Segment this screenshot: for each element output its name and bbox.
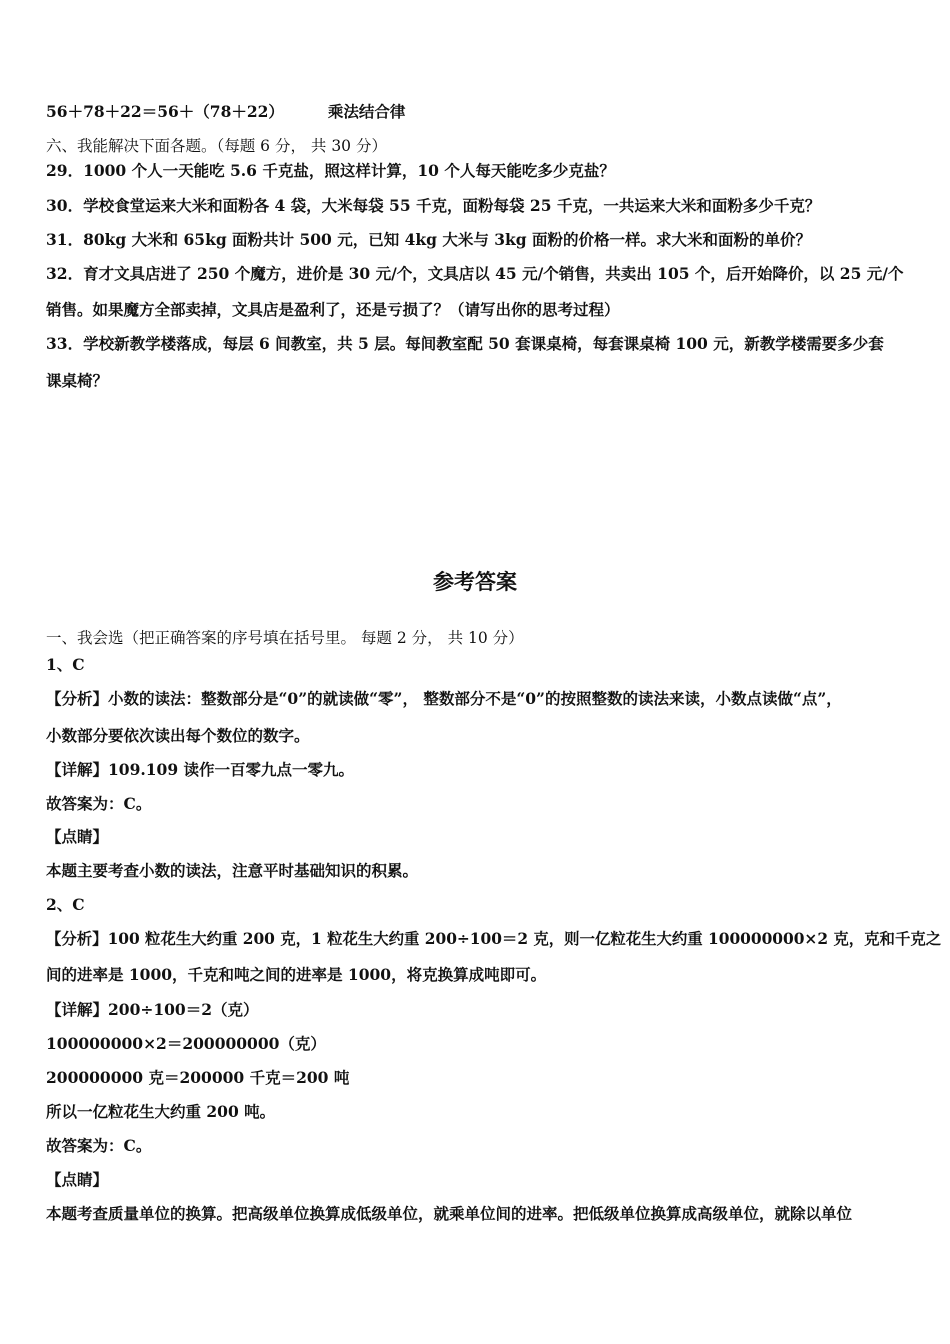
answer-2-conclusion: 所以一亿粒花生大约重 200 吨。 <box>46 1102 276 1121</box>
question-30: 30．学校食堂运来大米和面粉各 4 袋，大米每袋 55 千克，面粉每袋 25 千克，一共运来大米和面粉多少千克？ <box>46 196 821 215</box>
answer-2-tip-label: 【点睛】 <box>46 1170 109 1189</box>
question-33-line-1: 33．学校新教学楼落成，每层 6 间教室，共 5 层。每间教室配 50 套课桌椅，每套课桌椅 100 元，新教学楼需要多少套 <box>46 334 884 353</box>
answer-1: 1、C <box>46 655 85 674</box>
answer-2: 2、C <box>46 895 85 914</box>
answer-2-calc-1: 100000000×2＝200000000（克） <box>46 1034 326 1053</box>
answer-2-analysis-line-2: 间的进率是 1000，千克和吨之间的进率是 1000，将克换算成吨即可。 <box>46 965 547 984</box>
answers-title: 参考答案 <box>433 570 517 594</box>
question-29: 29．1000 个人一天能吃 5.6 千克盐，照这样计算，10 个人每天能吃多少克盐？ <box>46 161 615 180</box>
answer-1-tip-label: 【点睛】 <box>46 827 109 846</box>
law-label: 乘法结合律 <box>327 102 406 121</box>
answer-2-tip: 本题考查质量单位的换算。把高级单位换算成低级单位，就乘单位间的进率。把低级单位换算成高级单位，就除以单位 <box>46 1204 853 1223</box>
answer-2-analysis-line-1: 【分析】100 粒花生大约重 200 克，1 粒花生大约重 200÷100＝2 克，则一亿粒花生大约重 100000000×2 克，克和千克之 <box>46 930 942 948</box>
answer-1-result: 故答案为：C。 <box>46 794 152 813</box>
section-6-heading: 六、我能解决下面各题。（每题 6 分， 共 30 分） <box>46 137 387 155</box>
question-31: 31．80kg 大米和 65kg 面粉共计 500 元，已知 4kg 大米与 3kg 面粉的价格一样。求大米和面粉的单价？ <box>46 230 812 249</box>
answer-1-detail: 【详解】109.109 读作一百零九点一零九。 <box>46 760 355 779</box>
answer-2-calc-2: 200000000 克＝200000 千克＝200 吨 <box>46 1068 350 1087</box>
answer-2-result: 故答案为：C。 <box>46 1136 152 1155</box>
equation-line <box>46 102 405 122</box>
question-32-line-1: 32．育才文具店进了 250 个魔方，进价是 30 元/个，文具店以 45 元/个销售，共卖出 105 个，后开始降价，以 25 元/个 <box>46 264 904 283</box>
answer-1-tip: 本题主要考查小数的读法，注意平时基础知识的积累。 <box>46 861 419 880</box>
answer-1-analysis-line-1: 【分析】小数的读法：整数部分是“0”的就读做“零”， 整数部分不是“0”的按照整数的读法来读，小数点读做“点”， <box>46 689 842 708</box>
equation-text: 56＋78＋22＝56＋（78＋22） <box>46 102 284 121</box>
question-33-line-2: 课桌椅？ <box>46 371 109 390</box>
answer-2-detail: 【详解】200÷100＝2（克） <box>46 1000 259 1019</box>
answers-section-1-heading: 一、我会选（把正确答案的序号填在括号里。 每题 2 分， 共 10 分） <box>46 629 524 647</box>
answer-1-analysis-line-2: 小数部分要依次读出每个数位的数字。 <box>46 726 310 745</box>
question-32-line-2: 销售。如果魔方全部卖掉，文具店是盈利了，还是亏损了？（请写出你的思考过程） <box>46 300 620 319</box>
